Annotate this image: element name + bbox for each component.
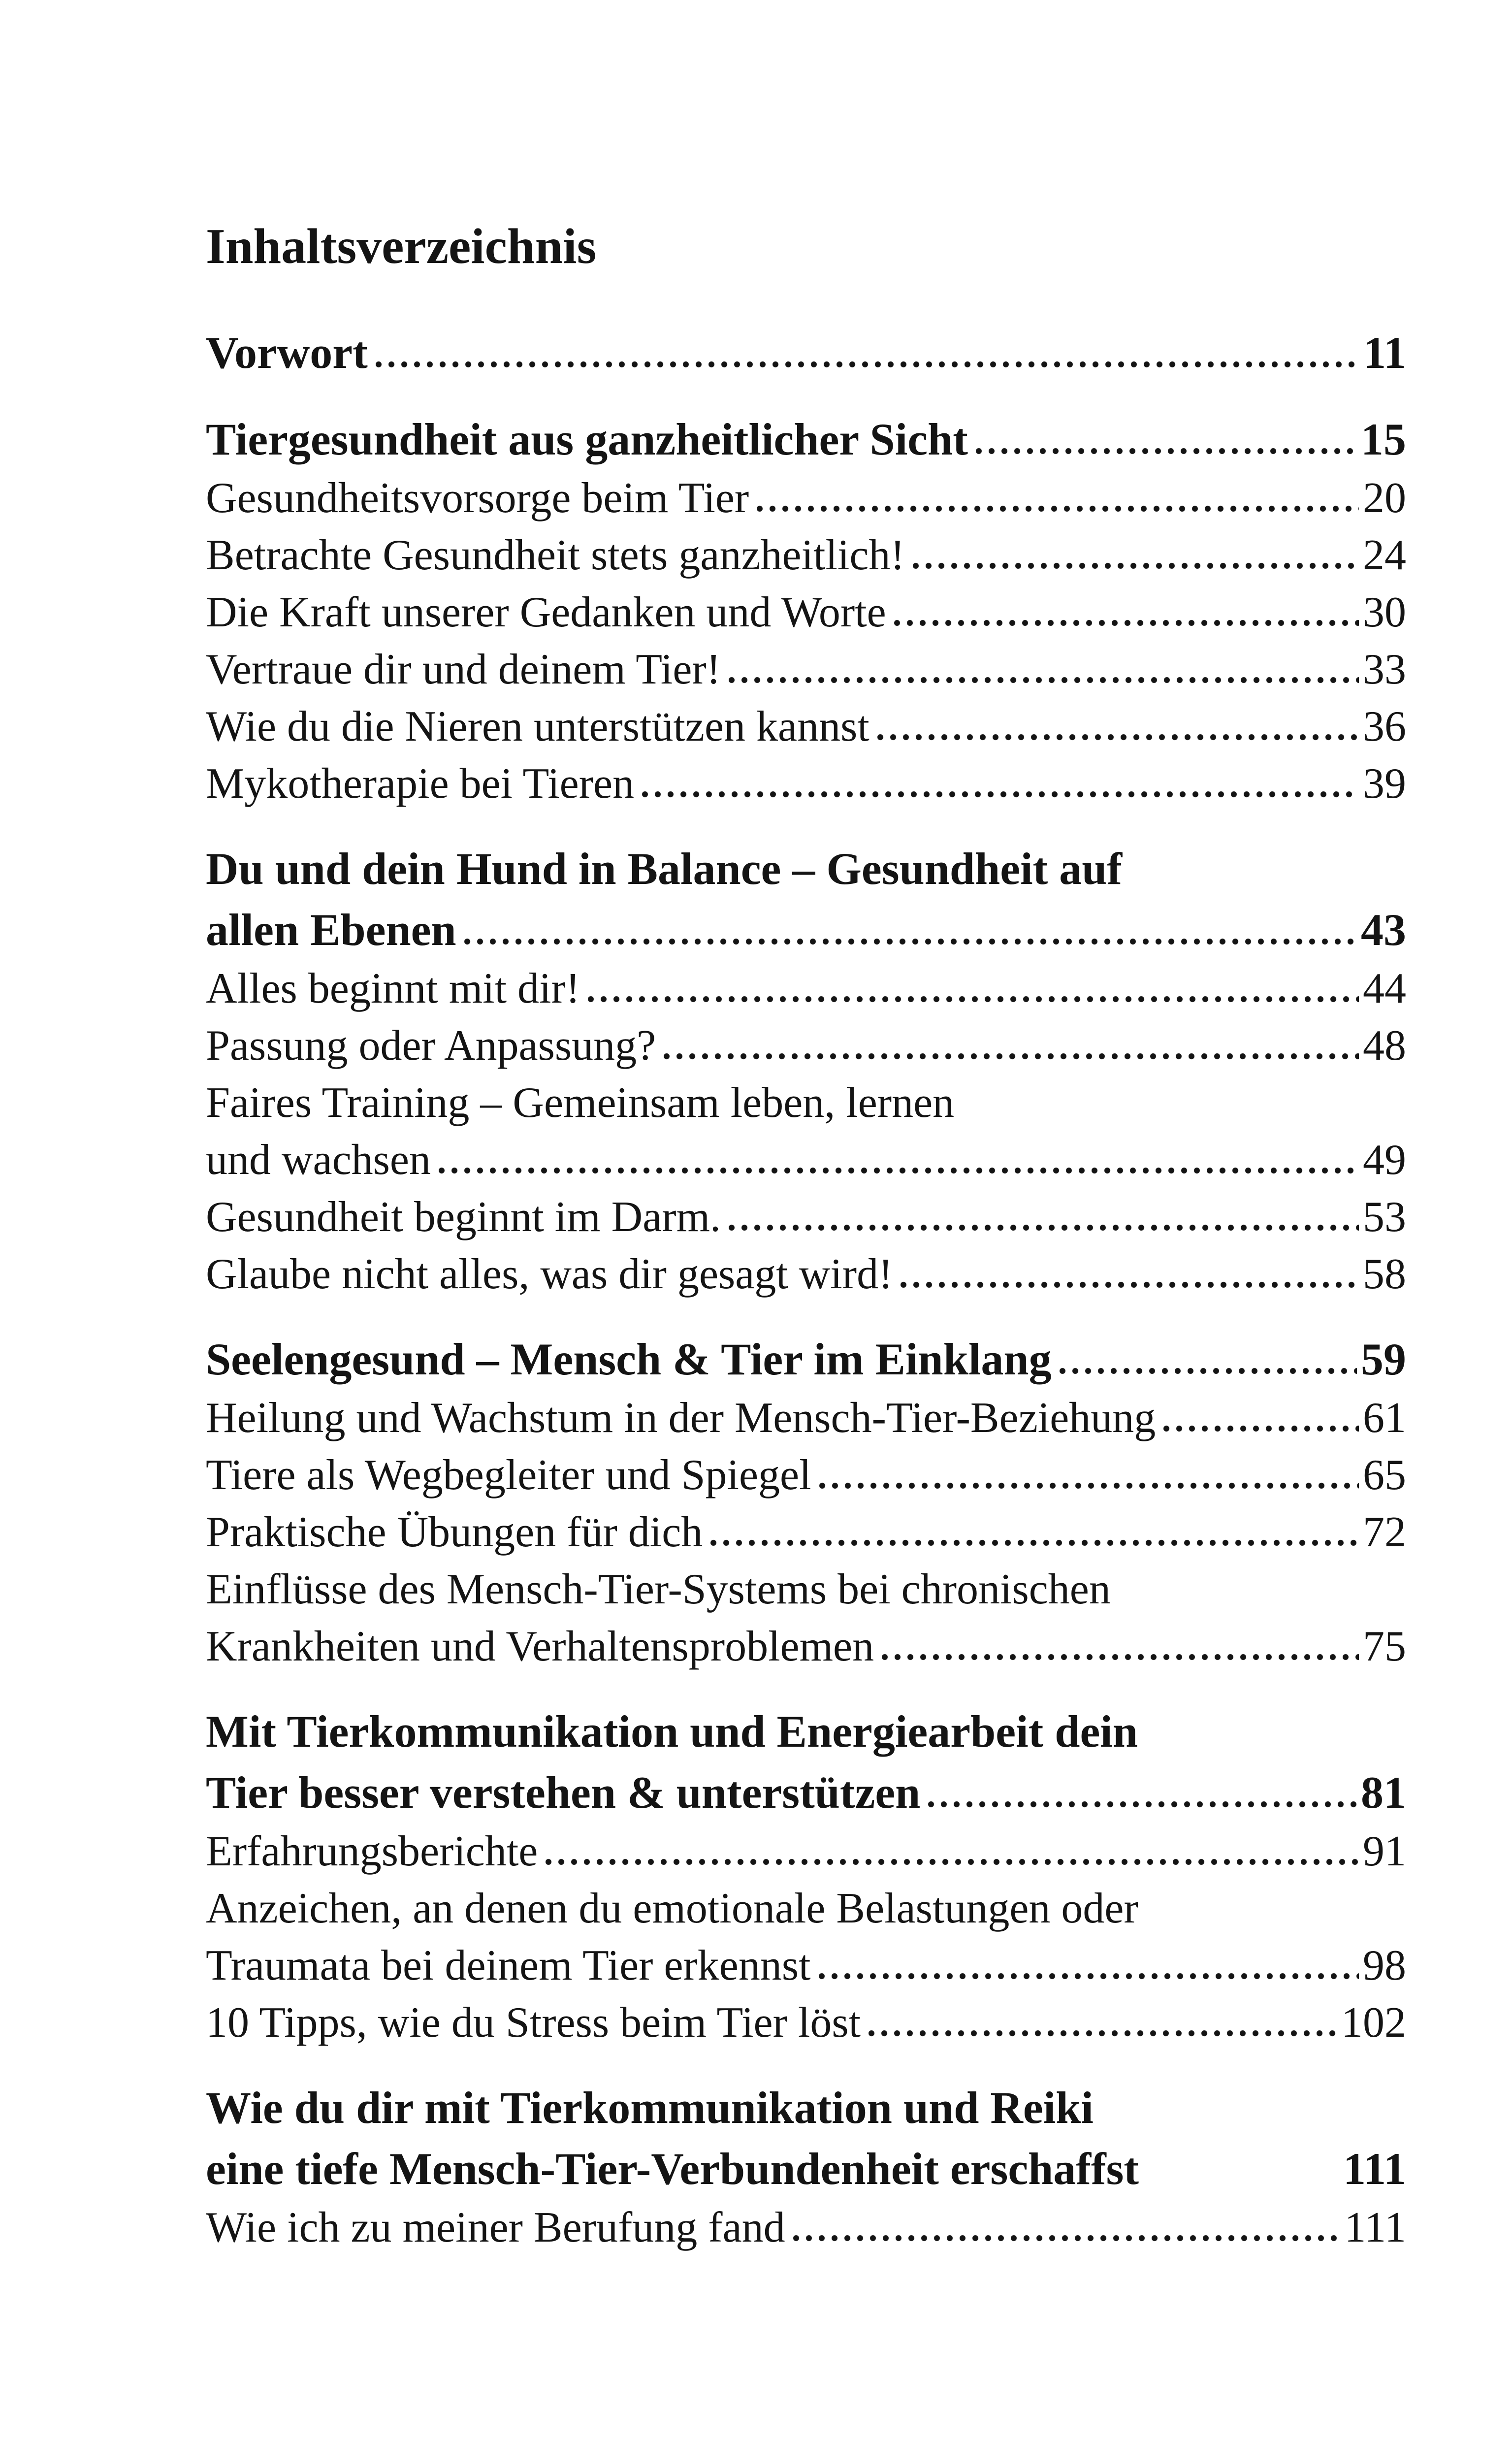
toc-section-reiki xyxy=(206,2077,1406,2256)
toc-entry xyxy=(206,1246,1406,1303)
entry-title: Gesundheitsvorsorge beim Tier xyxy=(206,474,749,522)
toc-section-vorwort xyxy=(206,322,1406,383)
page-number: 43 xyxy=(1361,905,1406,955)
toc-entry xyxy=(206,698,1406,755)
section-heading xyxy=(206,1329,1406,1390)
page-number: 15 xyxy=(1361,414,1406,465)
dot-leader xyxy=(913,562,1359,569)
dot-leader xyxy=(588,996,1359,1003)
toc-content xyxy=(206,217,1406,2256)
page-number: 11 xyxy=(1363,327,1406,378)
page-number: 33 xyxy=(1363,646,1406,694)
page-number: 98 xyxy=(1363,1942,1406,1990)
entry-title: Vertraue dir und deinem Tier! xyxy=(206,646,721,694)
section-heading-text: Du und dein Hund in Balance – Gesundheit auf xyxy=(206,844,1123,894)
entry-title: Erfahrungsberichte xyxy=(206,1827,538,1876)
dot-leader xyxy=(877,734,1359,741)
toc-entry xyxy=(206,1880,1406,1994)
toc-section-tiergesundheit xyxy=(206,409,1406,813)
toc-entry xyxy=(206,2199,1406,2256)
toc-entry xyxy=(206,1823,1406,1880)
toc-entry xyxy=(206,470,1406,527)
dot-leader xyxy=(757,505,1359,512)
page-number: 44 xyxy=(1363,965,1406,1013)
page-number: 59 xyxy=(1361,1334,1406,1385)
dot-leader xyxy=(710,1539,1359,1546)
dot-leader xyxy=(729,677,1359,684)
page-number: 111 xyxy=(1344,2204,1406,2252)
dot-leader xyxy=(439,1167,1359,1174)
toc-section-seelengesund xyxy=(206,1329,1406,1675)
dot-leader xyxy=(928,1801,1357,1808)
dot-leader xyxy=(882,1654,1359,1661)
entry-title: Praktische Übungen für dich xyxy=(206,1508,703,1557)
page-number: 102 xyxy=(1341,1999,1406,2047)
dot-leader xyxy=(819,1973,1359,1980)
dot-leader xyxy=(1163,1425,1359,1432)
entry-title: Passung oder Anpassung? xyxy=(206,1022,656,1070)
entry-title: Einflüsse des Mensch-Tier-Systems bei chronischen xyxy=(206,1565,1111,1614)
toc-entry xyxy=(206,1994,1406,2052)
entry-title: Heilung und Wachstum in der Mensch-Tier-Beziehung xyxy=(206,1394,1156,1442)
dot-leader xyxy=(901,1281,1359,1288)
section-heading-text: allen Ebenen xyxy=(206,905,456,955)
page-number: 30 xyxy=(1363,588,1406,637)
section-heading xyxy=(206,1701,1406,1823)
section-heading xyxy=(206,2077,1406,2199)
dot-leader xyxy=(1060,1368,1357,1374)
toc-entry xyxy=(206,1075,1406,1189)
entry-title: Gesundheit beginnt im Darm. xyxy=(206,1193,721,1241)
section-heading xyxy=(206,838,1406,960)
page-number: 58 xyxy=(1363,1250,1406,1299)
section-heading-text: Mit Tierkommunikation und Energiearbeit dein xyxy=(206,1706,1138,1757)
toc-entry xyxy=(206,1189,1406,1246)
page-number: 20 xyxy=(1363,474,1406,522)
page-number: 39 xyxy=(1363,760,1406,808)
dot-leader xyxy=(464,938,1357,945)
section-heading xyxy=(206,322,1406,383)
section-heading-text: Tier besser verstehen & unterstützen xyxy=(206,1767,921,1818)
dot-leader xyxy=(376,361,1359,368)
dot-leader xyxy=(819,1482,1359,1489)
section-heading-text: Seelengesund – Mensch & Tier im Einklang xyxy=(206,1334,1052,1385)
toc-entry xyxy=(206,527,1406,584)
entry-title: Wie ich zu meiner Berufung fand xyxy=(206,2204,785,2252)
page-number: 61 xyxy=(1363,1394,1406,1442)
dot-leader xyxy=(793,2235,1341,2242)
toc-entry xyxy=(206,1447,1406,1504)
entry-title: Die Kraft unserer Gedanken und Worte xyxy=(206,588,886,637)
page-number: 36 xyxy=(1363,703,1406,751)
page-number: 72 xyxy=(1363,1508,1406,1557)
dot-leader xyxy=(664,1053,1359,1060)
dot-leader xyxy=(869,2030,1337,2037)
entry-title: Faires Training – Gemeinsam leben, lernen xyxy=(206,1079,955,1127)
entry-title: Anzeichen, an denen du emotionale Belastungen oder xyxy=(206,1885,1138,1933)
toc-section-hund-in-balance xyxy=(206,838,1406,1303)
section-heading-text: eine tiefe Mensch-Tier-Verbundenheit erschaffst xyxy=(206,2144,1139,2194)
entry-title: Krankheiten und Verhaltensproblemen xyxy=(206,1623,874,1671)
entry-title: Mykotherapie bei Tieren xyxy=(206,760,635,808)
page-number: 24 xyxy=(1363,531,1406,580)
section-heading-text: Vorwort xyxy=(206,327,368,378)
toc-entry xyxy=(206,1390,1406,1447)
toc-entry xyxy=(206,641,1406,698)
entry-title: Betrachte Gesundheit stets ganzheitlich! xyxy=(206,531,905,580)
page-number: 53 xyxy=(1363,1193,1406,1241)
toc-entry xyxy=(206,1017,1406,1075)
toc-entry xyxy=(206,755,1406,813)
toc-title: Inhaltsverzeichnis xyxy=(206,219,597,274)
entry-title: Traumata bei deinem Tier erkennst xyxy=(206,1942,811,1990)
page-number: 81 xyxy=(1361,1767,1406,1818)
toc-section-tierkommunikation xyxy=(206,1701,1406,2052)
entry-title: Wie du die Nieren unterstützen kannst xyxy=(206,703,869,751)
page-number: 91 xyxy=(1363,1827,1406,1876)
entry-title: Tiere als Wegbegleiter und Spiegel xyxy=(206,1451,811,1499)
entry-title: Alles beginnt mit dir! xyxy=(206,965,580,1013)
toc-entry xyxy=(206,960,1406,1017)
section-heading xyxy=(206,409,1406,470)
toc-entry xyxy=(206,1504,1406,1561)
dot-leader xyxy=(642,791,1359,798)
section-heading-text: Tiergesundheit aus ganzheitlicher Sicht xyxy=(206,414,968,465)
dot-leader xyxy=(546,1858,1359,1865)
page-number: 111 xyxy=(1343,2144,1406,2194)
entry-title: Glaube nicht alles, was dir gesagt wird! xyxy=(206,1250,893,1299)
toc-entry xyxy=(206,584,1406,641)
entry-title: und wachsen xyxy=(206,1136,431,1184)
entry-title: 10 Tipps, wie du Stress beim Tier löst xyxy=(206,1999,861,2047)
page-number: 48 xyxy=(1363,1022,1406,1070)
page-number: 75 xyxy=(1363,1623,1406,1671)
page-number: 49 xyxy=(1363,1136,1406,1184)
page-number: 65 xyxy=(1363,1451,1406,1499)
section-heading-text: Wie du dir mit Tierkommunikation und Reiki xyxy=(206,2083,1094,2133)
dot-leader xyxy=(894,619,1359,626)
toc-entry xyxy=(206,1561,1406,1675)
dot-leader xyxy=(1147,2177,1339,2184)
dot-leader xyxy=(729,1224,1359,1231)
dot-leader xyxy=(976,448,1357,455)
